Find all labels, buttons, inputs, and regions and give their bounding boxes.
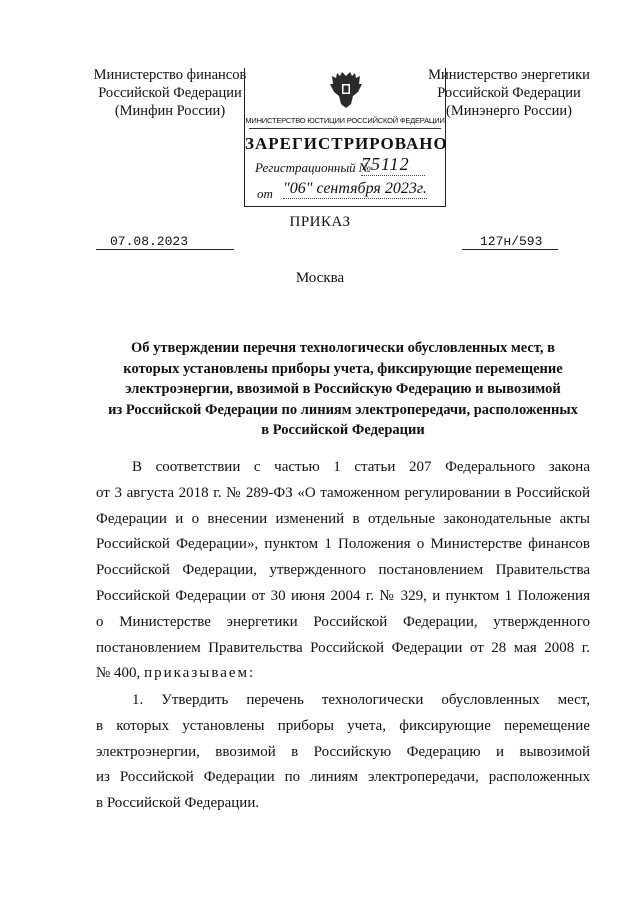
- preamble-line: о Министерстве энергетики Российской Федерации, утвержденного: [96, 613, 590, 630]
- item-1-line: в которых установлены приборы учета, фиксирующие перемещение: [96, 717, 590, 734]
- document-heading: [96, 338, 590, 441]
- preamble-line: Федерации и о внесении изменений в отдельные законодательные акты: [96, 510, 590, 527]
- registration-stamp: [244, 68, 446, 207]
- stamp-divider: [249, 128, 441, 129]
- stamp-registered-label: ЗАРЕГИСТРИРОВАНО: [245, 134, 448, 153]
- heading-line: электроэнергии, ввозимой в Российскую Федерацию и вывозимой: [125, 381, 561, 397]
- item-1-line: электроэнергии, ввозимой в Российскую Федерацию и вывозимой: [96, 743, 590, 760]
- heading-line: Об утверждении перечня технологически обусловленных мест, в: [131, 340, 555, 356]
- preamble-line: В соответствии с частью 1 статьи 207 Федерального закона: [132, 459, 590, 475]
- double-headed-eagle-emblem-icon: [329, 70, 363, 110]
- item-1-line: 1. Утвердить перечень технологически обусловленных мест,: [132, 692, 590, 708]
- order-title: ПРИКАЗ: [289, 214, 351, 230]
- preamble-line: постановлением Правительства Российской Федерации от 28 мая 2008 г.: [96, 639, 590, 656]
- preamble-last-line: [96, 661, 590, 687]
- order-date: 07.08.2023: [96, 234, 234, 250]
- heading-line: из Российской Федерации по линиям электропередачи, расположенных: [108, 401, 578, 418]
- order-directive-word: приказываем:: [144, 665, 256, 682]
- heading-line: которых установлены приборы учета, фиксирующие перемещение: [123, 360, 563, 377]
- item-1-paragraph: [96, 688, 590, 817]
- item-1-last-line: в Российской Федерации.: [96, 795, 260, 812]
- preamble-line: Российской Федерации», пунктом 1 Положения о Министерстве финансов: [96, 536, 590, 553]
- ministry-energy-line-2: Российской Федерации: [437, 85, 581, 101]
- preamble-paragraph: [96, 455, 590, 687]
- preamble-line: от 3 августа 2018 г. № 289-ФЗ «О таможенном регулировании в Российской: [96, 484, 590, 501]
- ministry-energy-line-3: (Минэнерго России): [446, 103, 572, 119]
- ministry-finance-line-3: (Минфин России): [114, 103, 226, 119]
- ministry-finance-line-2: Российской Федерации: [98, 85, 242, 101]
- preamble-line: Российской Федерации, утвержденного постановлением Правительства: [96, 562, 590, 579]
- order-city: Москва: [295, 270, 345, 286]
- ministry-energy-header: [428, 66, 590, 120]
- preamble-last-prefix: № 400,: [96, 665, 141, 682]
- stamp-ministry-name: МИНИСТЕРСТВО ЮСТИЦИИ РОССИЙСКОЙ ФЕДЕРАЦИИ: [245, 116, 445, 125]
- stamp-date: "06" сентября 2023г.: [283, 180, 427, 197]
- order-number: 127н/593: [462, 234, 558, 250]
- ministry-finance-line-1: Министерство финансов: [93, 67, 247, 83]
- ministry-finance-header: [90, 66, 250, 120]
- stamp-reg-number-label: Регистрационный №: [255, 160, 372, 175]
- ministry-energy-line-1: Министерство энергетики: [428, 67, 590, 83]
- heading-line: в Российской Федерации: [261, 422, 425, 438]
- stamp-reg-number: 75112: [361, 154, 425, 176]
- item-1-line: из Российской Федерации по линиям электропередачи, расположенных: [96, 769, 590, 786]
- preamble-line: Российской Федерации от 30 июня 2004 г. № 329, и пунктом 1 Положения: [96, 587, 590, 604]
- stamp-date-prefix: от: [257, 186, 273, 201]
